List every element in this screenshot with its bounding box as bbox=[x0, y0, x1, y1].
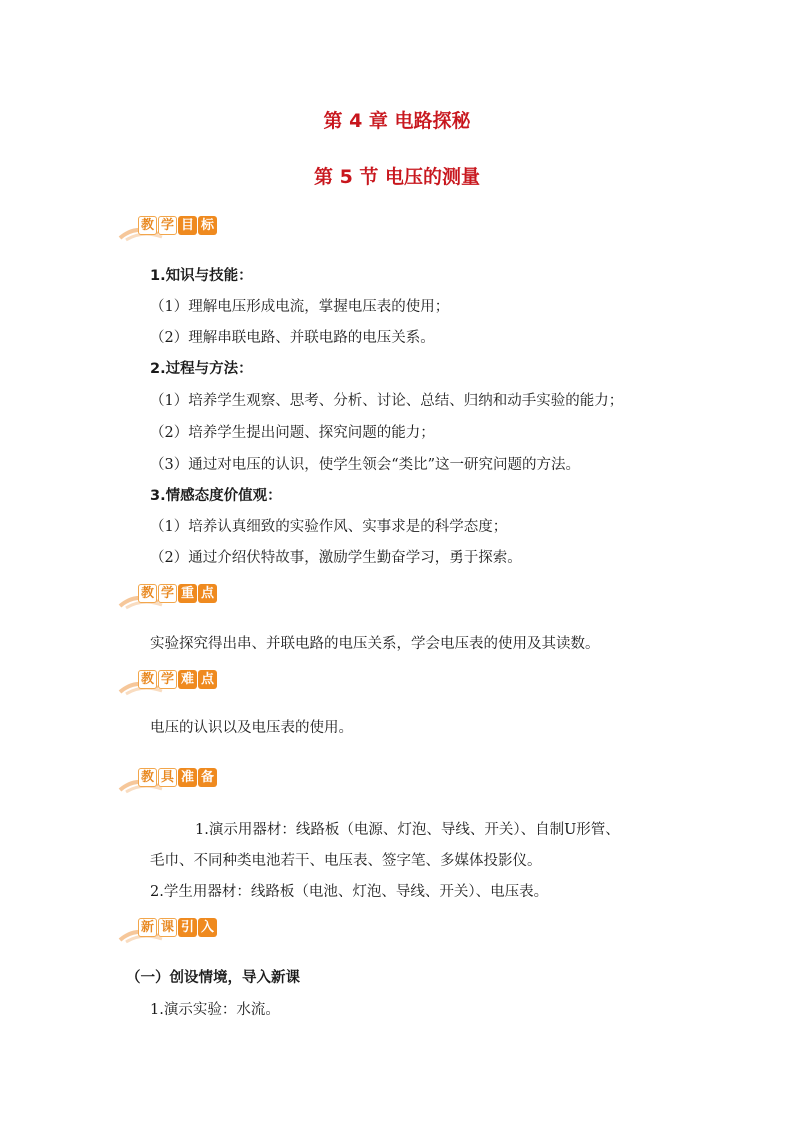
badge-new-lesson-intro bbox=[118, 916, 248, 944]
objectives-item: （2）通过介绍伏特故事，激励学生勤奋学习，勇于探索。 bbox=[150, 550, 522, 566]
preparation-line-1: 1.演示用器材：线路板（电源、灯泡、导线、开关）、自制U形管、 bbox=[195, 822, 620, 838]
objectives-item: （1）理解电压形成电流，掌握电压表的使用； bbox=[150, 299, 450, 315]
badge-char: 教 bbox=[138, 768, 157, 787]
chapter-title: 第 4 章 电路探秘 bbox=[323, 110, 471, 132]
badge-char: 教 bbox=[138, 216, 157, 235]
badge-preparation bbox=[118, 766, 248, 794]
badge-char: 新 bbox=[138, 918, 157, 937]
objectives-heading-3: 3.情感态度价值观： bbox=[150, 488, 282, 504]
badge-char: 入 bbox=[198, 918, 217, 937]
badge-char: 教 bbox=[138, 584, 157, 603]
objectives-item: （2）培养学生提出问题、探究问题的能力； bbox=[150, 425, 435, 441]
badge-char: 点 bbox=[198, 584, 217, 603]
badge-char: 具 bbox=[158, 768, 177, 787]
preparation-line-3: 2.学生用器材：线路板（电池、灯泡、导线、开关）、电压表。 bbox=[150, 884, 549, 900]
objectives-item: （2）理解串联电路、并联电路的电压关系。 bbox=[150, 330, 435, 346]
difficulties-text: 电压的认识以及电压表的使用。 bbox=[150, 720, 353, 736]
badge-char: 学 bbox=[158, 670, 177, 689]
intro-heading: （一）创设情境，导入新课 bbox=[126, 970, 300, 986]
badge-char: 课 bbox=[158, 918, 177, 937]
badge-char: 学 bbox=[158, 584, 177, 603]
badge-key-points bbox=[118, 582, 248, 610]
badge-char: 备 bbox=[198, 768, 217, 787]
badge-difficulties bbox=[118, 668, 248, 696]
badge-char: 引 bbox=[178, 918, 197, 937]
objectives-heading-1: 1.知识与技能： bbox=[150, 268, 253, 284]
intro-line-1: 1.演示实验：水流。 bbox=[150, 1002, 280, 1018]
objectives-item: （3）通过对电压的认识，使学生领会“类比”这一研究问题的方法。 bbox=[150, 457, 581, 473]
badge-char: 学 bbox=[158, 216, 177, 235]
objectives-item: （1）培养学生观察、思考、分析、讨论、总结、归纳和动手实验的能力； bbox=[150, 393, 624, 409]
preparation-line-2: 毛巾、不同种类电池若干、电压表、签字笔、多媒体投影仪。 bbox=[150, 853, 542, 869]
objectives-item: （1）培养认真细致的实验作风、实事求是的科学态度； bbox=[150, 519, 508, 535]
badge-char: 重 bbox=[178, 584, 197, 603]
badge-char: 点 bbox=[198, 670, 217, 689]
badge-char: 难 bbox=[178, 670, 197, 689]
badge-char: 目 bbox=[178, 216, 197, 235]
key-points-text: 实验探究得出串、并联电路的电压关系，学会电压表的使用及其读数。 bbox=[150, 636, 600, 652]
badge-char: 准 bbox=[178, 768, 197, 787]
objectives-heading-2: 2.过程与方法： bbox=[150, 361, 253, 377]
section-title: 第 5 节 电压的测量 bbox=[313, 166, 481, 188]
badge-teaching-objectives bbox=[118, 214, 248, 242]
badge-char: 标 bbox=[198, 216, 217, 235]
badge-char: 教 bbox=[138, 670, 157, 689]
